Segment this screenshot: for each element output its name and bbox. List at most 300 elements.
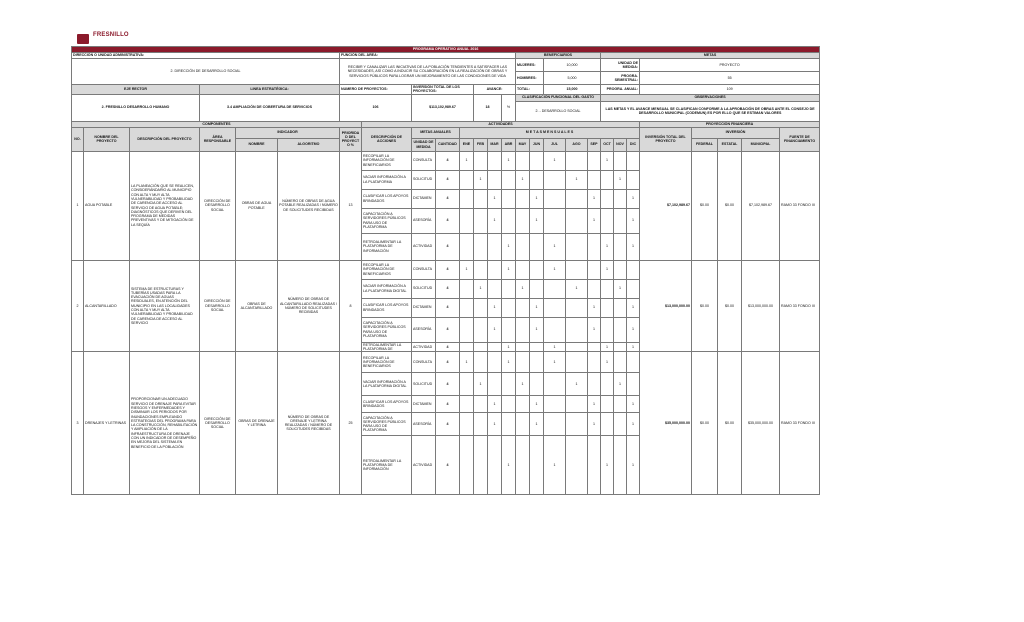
- activity-cantidad: 4: [436, 189, 460, 208]
- anual-label: PROGRA. ANUAL:: [601, 85, 640, 95]
- unidad-value: PROYECTO: [640, 59, 820, 72]
- activity-month-value: 1: [588, 396, 601, 413]
- project-ind-nombre: OBRAS DE ALCANTARILLADO: [236, 260, 278, 352]
- activity-desc: RECOPILAR LA INFORMACIÓN DE BENEFICIARIOS: [362, 151, 412, 170]
- activity-month-value: 1: [627, 317, 640, 342]
- poa-table: [71, 46, 820, 495]
- project-area: DIRECCIÓN DE DESARROLLO SOCIAL: [200, 151, 236, 260]
- col-month: JUN: [530, 138, 544, 151]
- activity-month-value: [516, 189, 530, 208]
- project-area: DIRECCIÓN DE DESARROLLO SOCIAL: [200, 260, 236, 352]
- project-desc: PROPORCIONAR UN ADECUADO SERVICIO DE DRENAJE PARA EVITAR RIESGOS Y ENFERMEDADES Y DISMINUIR LOS PERIODOS POR INUNDACIONES EMPLEANDO ESTRATEGIAS DEL PROGRAMA PARA LA CONSTRUCCIÓN, REHABILITACIÓN Y AMPLIACIÓN DE LA INFRAESTRUCTURA DE DRENAJE CON UN INDICADOR DE DESEMPEÑO EN MEJORA DEL SISTEMA EN BENEFICIO DE LA POBLACIÓN: [130, 352, 200, 495]
- activity-unidad: CONSULTA: [412, 260, 436, 279]
- activity-month-value: 1: [516, 170, 530, 189]
- activity-month-value: [460, 279, 474, 298]
- col-desc-acc: DESCRIPCIÓN DE ACCIONES: [362, 127, 412, 151]
- coat-of-arms-icon: [77, 34, 89, 44]
- eje-value: 2. FRESNILLO DESARROLLO HUMANO: [72, 94, 200, 121]
- activity-month-value: [488, 151, 502, 170]
- activity-desc: VACIAR INFORMACIÓN A LA PLATAFORMA DIGITAL: [362, 279, 412, 298]
- activity-month-value: [544, 279, 566, 298]
- eje-label: EJE RECTOR: [72, 85, 200, 95]
- dir-label: DIRECCIÓN O UNIDAD ADMINISTRATIVA:: [72, 53, 340, 59]
- activity-month-value: [530, 373, 544, 396]
- activity-month-value: [502, 396, 516, 413]
- project-area: DIRECCIÓN DE DESARROLLO SOCIAL: [200, 352, 236, 495]
- activity-month-value: [601, 413, 614, 436]
- activity-month-value: [614, 413, 627, 436]
- activity-cantidad: 4: [436, 208, 460, 233]
- anual-value: 109: [640, 85, 820, 95]
- project-fuente: RAMO 33 FONDO III: [780, 260, 820, 352]
- activity-month-value: [474, 342, 488, 352]
- activity-month-value: [460, 233, 474, 260]
- activity-month-value: 1: [488, 208, 502, 233]
- activity-unidad: SOLICITUD: [412, 170, 436, 189]
- activity-month-value: 1: [516, 279, 530, 298]
- activity-month-value: [516, 317, 530, 342]
- numproy-label: NUMERO DE PROYECTOS:: [340, 85, 412, 95]
- activity-month-value: 1: [544, 260, 566, 279]
- project-no: 3: [72, 352, 84, 495]
- project-estatal: $0.00: [718, 151, 742, 260]
- activity-month-value: 1: [627, 413, 640, 436]
- numproy-value: 106: [340, 94, 412, 121]
- activity-month-value: [460, 189, 474, 208]
- activity-month-value: [460, 396, 474, 413]
- activity-cantidad: 4: [436, 396, 460, 413]
- activity-month-value: [460, 317, 474, 342]
- activity-cantidad: 4: [436, 317, 460, 342]
- activity-cantidad: 4: [436, 260, 460, 279]
- col-estatal: ESTATAL: [718, 138, 742, 151]
- activity-month-value: [601, 279, 614, 298]
- semestral-value: 55: [640, 72, 820, 85]
- activity-month-value: [474, 151, 488, 170]
- col-federal: FEDERAL: [692, 138, 718, 151]
- activity-month-value: [460, 436, 474, 495]
- activity-month-value: [588, 436, 601, 495]
- activity-month-value: [544, 189, 566, 208]
- activity-month-value: [530, 233, 544, 260]
- metas-label: METAS: [601, 53, 820, 59]
- logo-text: FRESNILLO: [93, 32, 129, 38]
- obs-value: LAS METAS Y EL AVANCE MENSUAL SE CLASIFICAN CONFORME A LA APROBACIÓN DE OBRAS ANTE EL CONSEJO DE DESARROLLO MUNICIPAL (CODEMUN) ES POR ELLO QUE SE ESTIMAN VALORES: [601, 101, 820, 121]
- activity-unidad: CONSULTA: [412, 352, 436, 373]
- activity-cantidad: 4: [436, 170, 460, 189]
- activity-desc: VACIAR INFORMACIÓN A LA PLATAFORMA DIGITAL: [362, 373, 412, 396]
- activity-month-value: 1: [502, 352, 516, 373]
- project-no: 1: [72, 151, 84, 260]
- activity-month-value: 1: [601, 352, 614, 373]
- activity-month-value: [474, 189, 488, 208]
- activity-month-value: [566, 189, 588, 208]
- activity-month-value: [544, 413, 566, 436]
- activity-month-value: 1: [530, 208, 544, 233]
- activity-month-value: [516, 396, 530, 413]
- activity-month-value: [544, 208, 566, 233]
- col-month: SEP: [588, 138, 601, 151]
- activity-month-value: 1: [588, 413, 601, 436]
- activity-month-value: [474, 233, 488, 260]
- project-inv-total: $35,000,000.00: [640, 352, 692, 495]
- activity-month-value: 1: [502, 233, 516, 260]
- activity-unidad: SOLICITUD: [412, 373, 436, 396]
- col-area: ÁREA RESPONSABLE: [200, 127, 236, 151]
- activity-month-value: 1: [530, 317, 544, 342]
- activity-unidad: ACTIVIDAD: [412, 342, 436, 352]
- activity-month-value: [488, 260, 502, 279]
- activity-month-value: 1: [544, 436, 566, 495]
- activity-month-value: [601, 298, 614, 317]
- col-month: ABR: [502, 138, 516, 151]
- activity-month-value: 1: [530, 189, 544, 208]
- activity-month-value: 1: [502, 260, 516, 279]
- activity-month-value: [588, 342, 601, 352]
- col-month: MAR: [488, 138, 502, 151]
- activity-month-value: 1: [460, 260, 474, 279]
- activity-month-value: [566, 151, 588, 170]
- activity-unidad: DICTAMEN: [412, 396, 436, 413]
- logo: [77, 32, 129, 46]
- activity-cantidad: 4: [436, 151, 460, 170]
- activity-desc: RECOPILAR LA INFORMACIÓN DE BENEFICIARIOS: [362, 352, 412, 373]
- activity-cantidad: 4: [436, 342, 460, 352]
- col-month: DIC: [627, 138, 640, 151]
- activity-month-value: [614, 317, 627, 342]
- activity-month-value: [614, 260, 627, 279]
- inversion-label: INVERSIÓN TOTAL DE LOS PROYECTOS:: [412, 85, 474, 95]
- project-ind-nombre: OBRAS DE AGUA POTABLE: [236, 151, 278, 260]
- activity-month-value: [516, 208, 530, 233]
- col-unidad: UNIDAD DE MEDIDA: [412, 138, 436, 151]
- activity-month-value: [544, 373, 566, 396]
- activity-unidad: SOLICITUD: [412, 279, 436, 298]
- clasif-value: 2. - DESARROLLO SOCIAL: [516, 101, 601, 121]
- activity-unidad: ACTIVIDAD: [412, 436, 436, 495]
- clasif-label: CLASIFICACIÓN FUNCIONAL DEL GASTO: [516, 94, 601, 101]
- activity-month-value: [460, 342, 474, 352]
- activity-month-value: 1: [588, 317, 601, 342]
- project-nombre: ALCANTARILLADO: [84, 260, 130, 352]
- inversion-value: $113,102,989.67: [412, 94, 474, 121]
- activity-month-value: [566, 298, 588, 317]
- activity-month-value: 1: [601, 260, 614, 279]
- col-cantidad: CANTIDAD: [436, 138, 460, 151]
- activity-month-value: [614, 189, 627, 208]
- activity-month-value: [614, 396, 627, 413]
- activity-cantidad: 4: [436, 279, 460, 298]
- semestral-label: PROGRA. SEMESTRAL:: [601, 72, 640, 85]
- project-prioridad: 8: [340, 260, 362, 352]
- activity-unidad: ACTIVIDAD: [412, 233, 436, 260]
- funcion-label: FUNCIÓN DEL ÁREA:: [340, 53, 516, 59]
- activity-month-value: [588, 279, 601, 298]
- activity-month-value: [627, 352, 640, 373]
- activity-month-value: [530, 342, 544, 352]
- activity-month-value: [516, 413, 530, 436]
- project-nombre: AGUA POTABLE: [84, 151, 130, 260]
- activity-month-value: [566, 317, 588, 342]
- activity-unidad: DICTAMEN: [412, 189, 436, 208]
- project-federal: $0.00: [692, 260, 718, 352]
- activity-month-value: [474, 208, 488, 233]
- activity-month-value: [460, 373, 474, 396]
- activity-month-value: [530, 151, 544, 170]
- activity-month-value: 1: [614, 279, 627, 298]
- project-estatal: $0.00: [718, 352, 742, 495]
- project-desc: LA PLANEACIÓN QUE SE REALICEN, CONSIDERÁNDARIO AL MUNICIPIO CON ALTA Y MUY ALTA VULNERABILIDAD Y PROBABILIDAD DE CARENCIA DE ACCESO AL SERVICIO DE AGUA POTABLE; DIAGNÓSTICOS QUE DERIVEN DEL PROGRAMA DE MEDIDAS PREVENTIVAS Y DE MITIGACIÓN DE LA SEQUÍA: [130, 151, 200, 260]
- activity-month-value: 1: [544, 151, 566, 170]
- componentes-header: COMPONENTES: [72, 121, 362, 127]
- hombres-value: 5,000: [544, 72, 601, 85]
- activity-month-value: [614, 208, 627, 233]
- activity-month-value: [544, 396, 566, 413]
- activity-cantidad: 4: [436, 352, 460, 373]
- project-desc: SISTEMA DE ESTRUCTURAS Y TUBERÍAS USADAS PARA LA EVACUACIÓN DE AGUAS RESIDUALES, EN ATENCIÓN DEL MUNICIPIO EN LAS LOCALIDADES CON ALTA Y MUY ALTA VULNERABILIDAD Y PROBABILIDAD DE CARENCIA DE ACCESO AL SERVICIO: [130, 260, 200, 352]
- activity-month-value: 1: [614, 373, 627, 396]
- activity-month-value: [627, 170, 640, 189]
- project-algoritmo: NÚMERO DE OBRAS DE DRENAJE Y LETRINA REALIZADAS / NÚMERO DE SOLICITUDES RECIBIDAS: [278, 352, 340, 495]
- avance-unit: %: [502, 94, 516, 121]
- avance-value: 18: [474, 94, 502, 121]
- project-estatal: $0.00: [718, 260, 742, 352]
- activity-month-value: [460, 170, 474, 189]
- activity-month-value: [588, 352, 601, 373]
- actividades-header: ACTIVIDADES: [362, 121, 640, 127]
- program-title: PROGRAMA OPERATIVO ANUAL 2016: [72, 47, 820, 53]
- total-value: 15,000: [544, 85, 601, 95]
- activity-month-value: [588, 260, 601, 279]
- col-month: MAY: [516, 138, 530, 151]
- activity-month-value: [601, 189, 614, 208]
- activity-month-value: [614, 436, 627, 495]
- activity-month-value: [614, 342, 627, 352]
- activity-month-value: [474, 396, 488, 413]
- activity-month-value: [601, 208, 614, 233]
- activity-month-value: [566, 260, 588, 279]
- activity-month-value: [502, 298, 516, 317]
- activity-unidad: DICTAMEN: [412, 298, 436, 317]
- activity-month-value: [544, 298, 566, 317]
- activity-month-value: 1: [488, 413, 502, 436]
- project-fuente: RAMO 33 FONDO III: [780, 352, 820, 495]
- activity-month-value: 1: [627, 233, 640, 260]
- activity-month-value: [588, 233, 601, 260]
- col-month: FEB: [474, 138, 488, 151]
- table-row: [72, 352, 820, 373]
- activity-month-value: [544, 170, 566, 189]
- activity-month-value: [566, 233, 588, 260]
- activity-month-value: 1: [544, 342, 566, 352]
- activity-month-value: [488, 352, 502, 373]
- activity-month-value: [502, 373, 516, 396]
- col-month: NOV: [614, 138, 627, 151]
- col-desc: DESCRIPCIÓN DEL PROYECTO: [130, 127, 200, 151]
- activity-month-value: [544, 317, 566, 342]
- activity-month-value: 1: [502, 342, 516, 352]
- activity-month-value: [502, 279, 516, 298]
- activity-month-value: [516, 298, 530, 317]
- activity-month-value: 1: [474, 170, 488, 189]
- activity-month-value: [530, 260, 544, 279]
- table-row: [72, 260, 820, 279]
- activity-month-value: [460, 413, 474, 436]
- activity-month-value: 1: [516, 373, 530, 396]
- activity-month-value: 1: [502, 436, 516, 495]
- activity-month-value: [488, 342, 502, 352]
- activity-month-value: 1: [474, 279, 488, 298]
- project-municipal: $13,000,000.00: [742, 260, 780, 352]
- activity-month-value: [588, 151, 601, 170]
- activity-desc: RETROALIMENTAR LA PLATAFORMA DE: [362, 342, 412, 352]
- funcion-value: RECIBIR Y CANALIZAR LAS INICIATIVAS DE LA POBLACIÓN TENDIENTES A SATISFACER LAS NECESIDADES, ASÍ COMO A INDUCIR SU COLABORACIÓN EN LA REALIZACIÓN DE OBRAS Y SERVICIOS PÚBLICOS PARA LOGRAR UN MEJORAMIENTO DE LAS CONDICIONES DE VIDA: [340, 59, 516, 85]
- project-municipal: $35,000,000.00: [742, 352, 780, 495]
- activity-month-value: [474, 413, 488, 436]
- project-federal: $0.00: [692, 352, 718, 495]
- activity-month-value: 1: [588, 189, 601, 208]
- activity-month-value: 1: [530, 396, 544, 413]
- activity-month-value: [488, 170, 502, 189]
- col-ind-nombre: NOMBRE: [236, 138, 278, 151]
- activity-month-value: [530, 436, 544, 495]
- col-month: JUL: [544, 138, 566, 151]
- activity-desc: RETROALIMENTAR LA PLATAFORMA DE INFORMACIÓN: [362, 436, 412, 495]
- activity-month-value: 1: [488, 396, 502, 413]
- activity-month-value: [588, 373, 601, 396]
- activity-desc: CAPACITACIÓN A SERVIDORES PÚBLICOS PARA USO DE PLATAFORMA: [362, 317, 412, 342]
- beneficiarios-label: BENEFICIARIOS: [516, 53, 601, 59]
- activity-unidad: ASESORÍA: [412, 208, 436, 233]
- activity-month-value: [488, 436, 502, 495]
- project-fuente: RAMO 33 FONDO III: [780, 151, 820, 260]
- col-prioridad: PRIORIDAD DEL PROYECTO %: [340, 127, 362, 151]
- activity-month-value: [502, 208, 516, 233]
- activity-month-value: [488, 233, 502, 260]
- col-inv-total: INVERSIÓN TOTAL DEL PROYECTO: [640, 127, 692, 151]
- metas-mensuales-header: M E T A S M E N S U A L E S: [460, 127, 640, 138]
- activity-month-value: [614, 151, 627, 170]
- activity-month-value: 1: [601, 436, 614, 495]
- activity-month-value: 1: [566, 170, 588, 189]
- activity-desc: RETROALIMENTAR LA PLATAFORMA DE INFORMACIÓN: [362, 233, 412, 260]
- activity-month-value: [627, 151, 640, 170]
- project-municipal: $7,102,989.67: [742, 151, 780, 260]
- activity-desc: CLASIFICAR LOS APOYOS BRINDADOS: [362, 189, 412, 208]
- activity-month-value: [516, 151, 530, 170]
- metas-anuales-header: METAS ANUALES: [412, 127, 460, 138]
- activity-month-value: [566, 436, 588, 495]
- project-algoritmo: NÚMERO DE OBRAS DE ALCANTARILLADO REALIZADAS / NÚMERO DE SOLICITUDES RECIBIDAS: [278, 260, 340, 352]
- activity-month-value: [516, 260, 530, 279]
- activity-month-value: 1: [601, 233, 614, 260]
- activity-month-value: 1: [488, 298, 502, 317]
- activity-month-value: [516, 352, 530, 373]
- activity-desc: RECOPILAR LA INFORMACIÓN DE BENEFICIARIOS: [362, 260, 412, 279]
- indicador-header: INDICADOR: [236, 127, 340, 138]
- activity-month-value: 1: [566, 373, 588, 396]
- activity-month-value: [516, 342, 530, 352]
- col-no: NO.: [72, 127, 84, 151]
- activity-month-value: 1: [601, 151, 614, 170]
- activity-month-value: 1: [488, 317, 502, 342]
- activity-month-value: [601, 170, 614, 189]
- activity-month-value: 1: [627, 189, 640, 208]
- activity-month-value: [474, 436, 488, 495]
- activity-desc: VACIAR INFORMACIÓN A LA PLATAFORMA: [362, 170, 412, 189]
- mujeres-label: MUJERES:: [516, 59, 544, 72]
- project-inv-total: $7,102,989.67: [640, 151, 692, 260]
- activity-month-value: [530, 352, 544, 373]
- activity-month-value: 1: [544, 352, 566, 373]
- col-algoritmo: ALGORITMO: [278, 138, 340, 151]
- activity-month-value: 1: [614, 170, 627, 189]
- activity-month-value: [474, 298, 488, 317]
- activity-month-value: [627, 373, 640, 396]
- activity-month-value: 1: [627, 342, 640, 352]
- col-month: AGO: [566, 138, 588, 151]
- total-label: TOTAL:: [516, 85, 544, 95]
- activity-month-value: 1: [566, 279, 588, 298]
- activity-month-value: [588, 170, 601, 189]
- activity-month-value: [601, 317, 614, 342]
- project-ind-nombre: OBRAS DE DRENAJE Y LETRINA: [236, 352, 278, 495]
- activity-month-value: [474, 260, 488, 279]
- dir-value: 2. DIRECCIÓN DE DESARROLLO SOCIAL: [72, 59, 340, 85]
- activity-month-value: 1: [588, 208, 601, 233]
- activity-month-value: 1: [488, 189, 502, 208]
- activity-month-value: [566, 352, 588, 373]
- col-fuente: FUENTE DE FINANCIAMIENTO: [780, 127, 820, 151]
- activity-cantidad: 4: [436, 373, 460, 396]
- col-nombre: NOMBRE DEL PROYECTO: [84, 127, 130, 151]
- table-row: [72, 151, 820, 170]
- activity-month-value: [502, 170, 516, 189]
- activity-month-value: [614, 298, 627, 317]
- activity-month-value: [601, 373, 614, 396]
- activity-cantidad: 4: [436, 298, 460, 317]
- activity-unidad: ASESORÍA: [412, 317, 436, 342]
- activity-month-value: [614, 233, 627, 260]
- activity-desc: CAPACITACIÓN A SERVIDORES PÚBLICOS PARA USO DE PLATAFORMA: [362, 413, 412, 436]
- activity-month-value: [530, 170, 544, 189]
- project-algoritmo: NÚMERO DE OBRAS DE AGUA POTABLE REALIZADAS / NÚMERO DE SOLICITUDES RECIBIDAS: [278, 151, 340, 260]
- activity-month-value: 1: [502, 151, 516, 170]
- activity-month-value: [566, 396, 588, 413]
- activity-month-value: [502, 189, 516, 208]
- activity-month-value: [566, 342, 588, 352]
- activity-month-value: [502, 317, 516, 342]
- project-prioridad: 25: [340, 352, 362, 495]
- project-federal: $0.00: [692, 151, 718, 260]
- activity-month-value: [488, 279, 502, 298]
- activity-desc: CAPACITACIÓN A SERVIDORES PÚBLICOS PARA USO DE PLATAFORMA: [362, 208, 412, 233]
- activity-month-value: [566, 208, 588, 233]
- activity-month-value: [627, 260, 640, 279]
- activity-month-value: 1: [474, 373, 488, 396]
- activity-month-value: [488, 373, 502, 396]
- activity-month-value: [516, 233, 530, 260]
- activity-month-value: 1: [627, 208, 640, 233]
- activity-month-value: [627, 279, 640, 298]
- col-month: ENE: [460, 138, 474, 151]
- project-inv-total: $13,000,000.00: [640, 260, 692, 352]
- activity-month-value: 1: [627, 436, 640, 495]
- activity-desc: CLASIFICAR LOS APOYOS BRINDADOS: [362, 298, 412, 317]
- activity-month-value: 1: [460, 151, 474, 170]
- activity-month-value: 1: [627, 298, 640, 317]
- col-month: OCT: [601, 138, 614, 151]
